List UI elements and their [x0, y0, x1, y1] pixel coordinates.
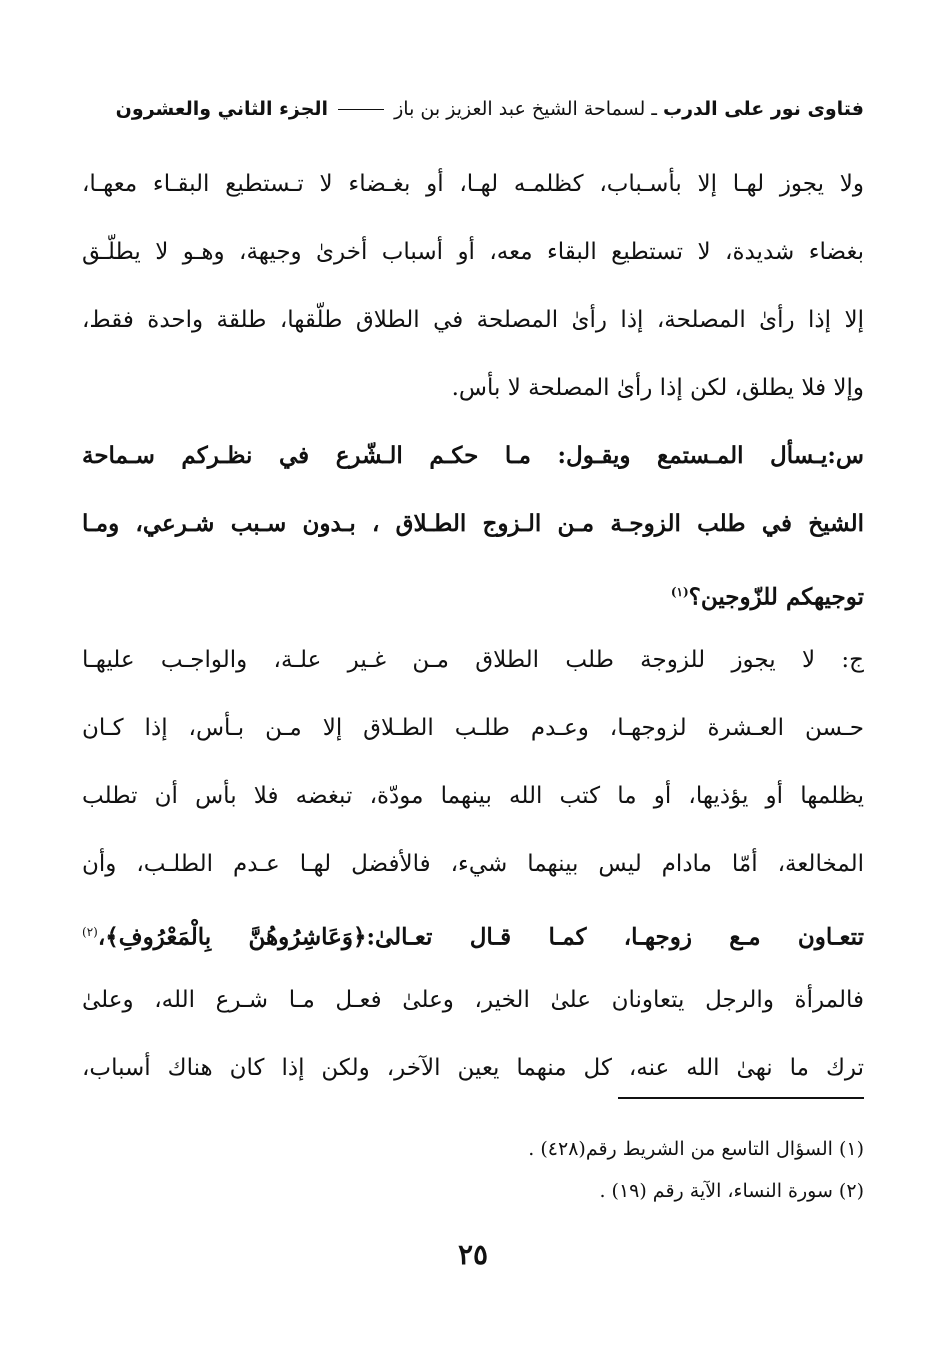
question-line: الشيخ في طلب الزوجـة مـن الـزوج الطـلاق ، بـدون سـبب شـرعي، ومـا	[82, 510, 864, 537]
header-volume: الجزء الثاني والعشرون	[115, 98, 329, 120]
answer-line: المخالعة، أمّا مادام ليس بينهما شيء، فالأفضل لهـا عـدم الطلـب، وأن	[82, 851, 864, 877]
main-text	[82, 150, 864, 1102]
footnote-divider	[618, 1097, 864, 1099]
answer-line: فالمرأة والرجل يتعاونان علىٰ الخير، وعلىٰ فعـل مـا شـرع الله، وعلىٰ	[82, 987, 864, 1013]
question-line-with-ref	[82, 558, 864, 626]
answer-line: يظلمها أو يؤذيها، أو ما كتب الله بينهما مودّة، تبغضه فلا بأس أن تطلب	[82, 783, 864, 809]
quran-verse-text: تتعـاون مـع زوجهـا، كمـا قـال تعـالىٰ:﴿وَعَاشِرُوهُنَّ بِالْمَعْرُوفِ﴾،	[97, 923, 864, 951]
footnotes	[82, 1128, 864, 1212]
text-line: بغضاء شديدة، لا تستطيع البقاء معه، أو أسباب أخرىٰ وجيهة، وهـو لا يطلّـق	[82, 239, 864, 265]
question-text: توجيهكم للزّوجين؟	[688, 583, 864, 611]
page-number: ٢٥	[457, 1238, 489, 1271]
header-separator: ـ	[651, 98, 657, 120]
header-author: لسماحة الشيخ عبد العزيز بن باز	[394, 98, 646, 120]
answer-line: ترك ما نهىٰ الله عنه، كل منهما يعين الآخر، ولكن إذا كان هناك أسباب،	[82, 1055, 864, 1081]
text-line: إلا إذا رأىٰ المصلحة، إذا رأىٰ المصلحة في الطلاق طلّقها، طلقة واحدة فقط،	[82, 307, 864, 333]
footnote-2: (٢) سورة النساء، الآية رقم (١٩) .	[599, 1180, 864, 1202]
header-book-title: فتاوى نور على الدرب	[663, 98, 864, 120]
footnote-ref-1: (١)	[670, 585, 689, 599]
answer-line: حـسن العـشرة لزوجهـا، وعـدم طلـب الطـلاق إلا مـن بـأس، إذا كـان	[82, 715, 864, 741]
running-header	[96, 98, 864, 134]
footnote-ref-2: (٢)	[82, 925, 98, 939]
footnote-1: (١) السؤال التاسع من الشريط رقم(٤٢٨) .	[528, 1138, 864, 1160]
answer-line: ج: لا يجوز للزوجة طلب الطلاق مـن غـير علـة، والواجـب عليهـا	[82, 647, 864, 673]
header-dash-rule	[338, 109, 384, 110]
text-line: وإلا فلا يطلق، لكن إذا رأىٰ المصلحة لا بأس.	[451, 375, 864, 401]
text-line: ولا يجوز لهـا إلا بأسـباب، كظلمـه لهـا، أو بغـضاء لا تـستطيع البقـاء معهـا،	[82, 171, 864, 197]
question-line: س:يـسأل المـستمع ويقـول: مـا حكـم الـشّرع في نظـركم سـماحة	[82, 442, 864, 469]
answer-line-quran	[82, 898, 864, 966]
